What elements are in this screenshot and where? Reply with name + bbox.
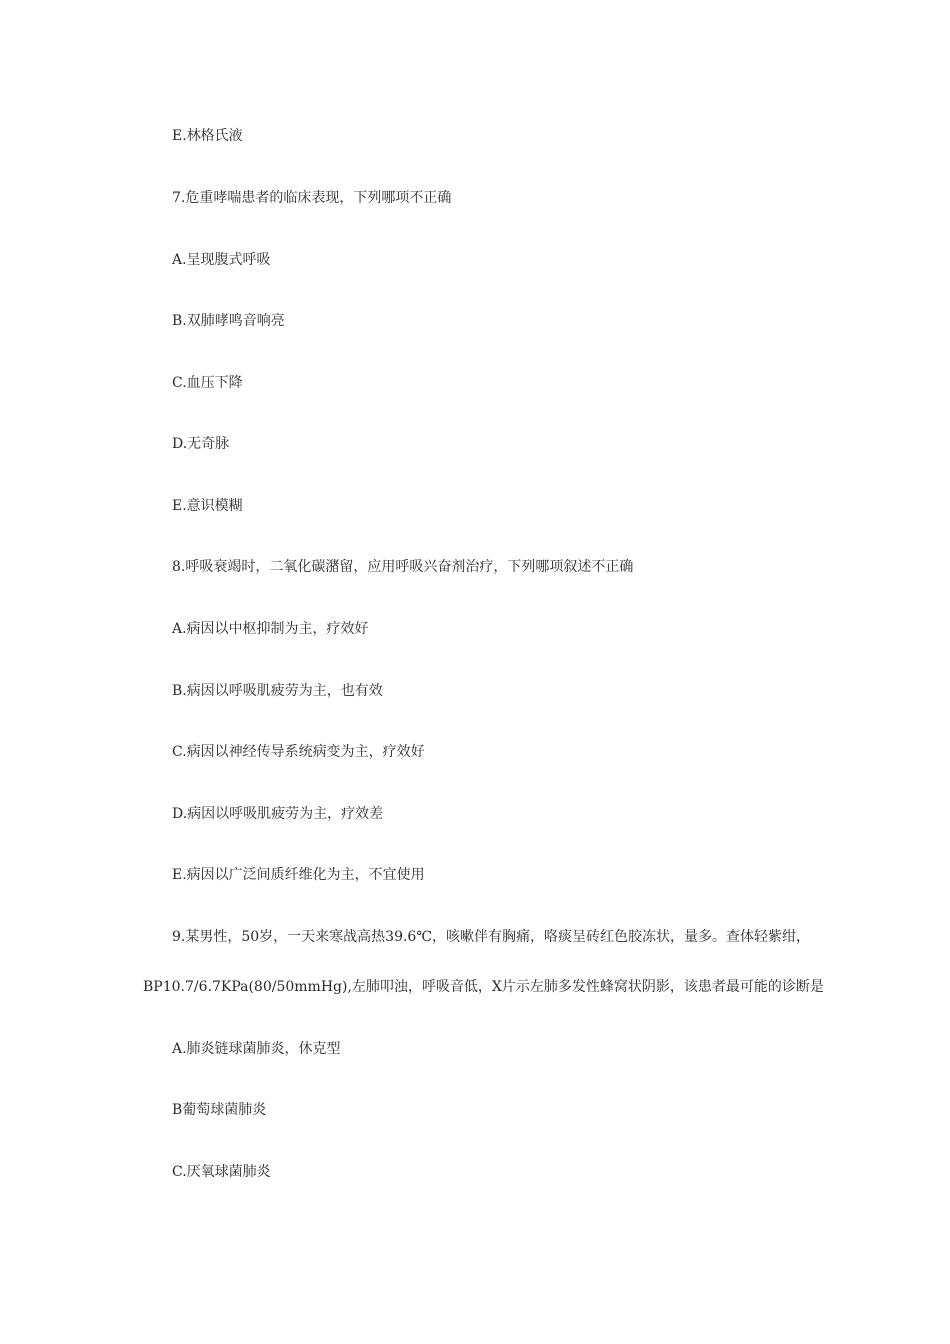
option-7d: D.无奇脉 [172,436,230,452]
question-9-line-1: 9.某男性，50岁，一天来寒战高热39.6℃，咳嗽伴有胸痛，咯痰呈砖红色胶冻状，量多。查体轻紫绀， [172,929,811,945]
question-9-line-2: BP10.7/6.7KPa(80/50mmHg),左肺叩浊，呼吸音低，X片示左肺多发性蜂窝状阴影，该患者最可能的诊断是 [143,979,824,995]
option-7c: C.血压下降 [172,375,243,391]
option-8a: A.病因以中枢抑制为主，疗效好 [172,621,369,637]
option-8c: C.病因以神经传导系统病变为主，疗效好 [172,744,425,760]
option-8d: D.病因以呼吸肌疲劳为主，疗效差 [172,806,384,822]
option-7e: E.意识模糊 [172,498,243,514]
option-8b: B.病因以呼吸肌疲劳为主，也有效 [172,683,383,699]
question-7: 7.危重哮喘患者的临床表现，下列哪项不正确 [172,190,452,206]
option-8e: E.病因以广泛间质纤维化为主，不宜使用 [172,867,425,883]
option-7b: B.双肺哮鸣音响亮 [172,313,285,329]
option-6e: E.林格氏液 [172,128,243,144]
option-9b: B葡萄球菌肺炎 [172,1102,267,1118]
option-9c: C.厌氧球菌肺炎 [172,1164,271,1180]
option-9a: A.肺炎链球菌肺炎，休克型 [172,1041,341,1057]
option-7a: A.呈现腹式呼吸 [172,252,271,268]
question-8: 8.呼吸衰竭时，二氧化碳潴留，应用呼吸兴奋剂治疗，下列哪项叙述不正确 [172,559,634,575]
